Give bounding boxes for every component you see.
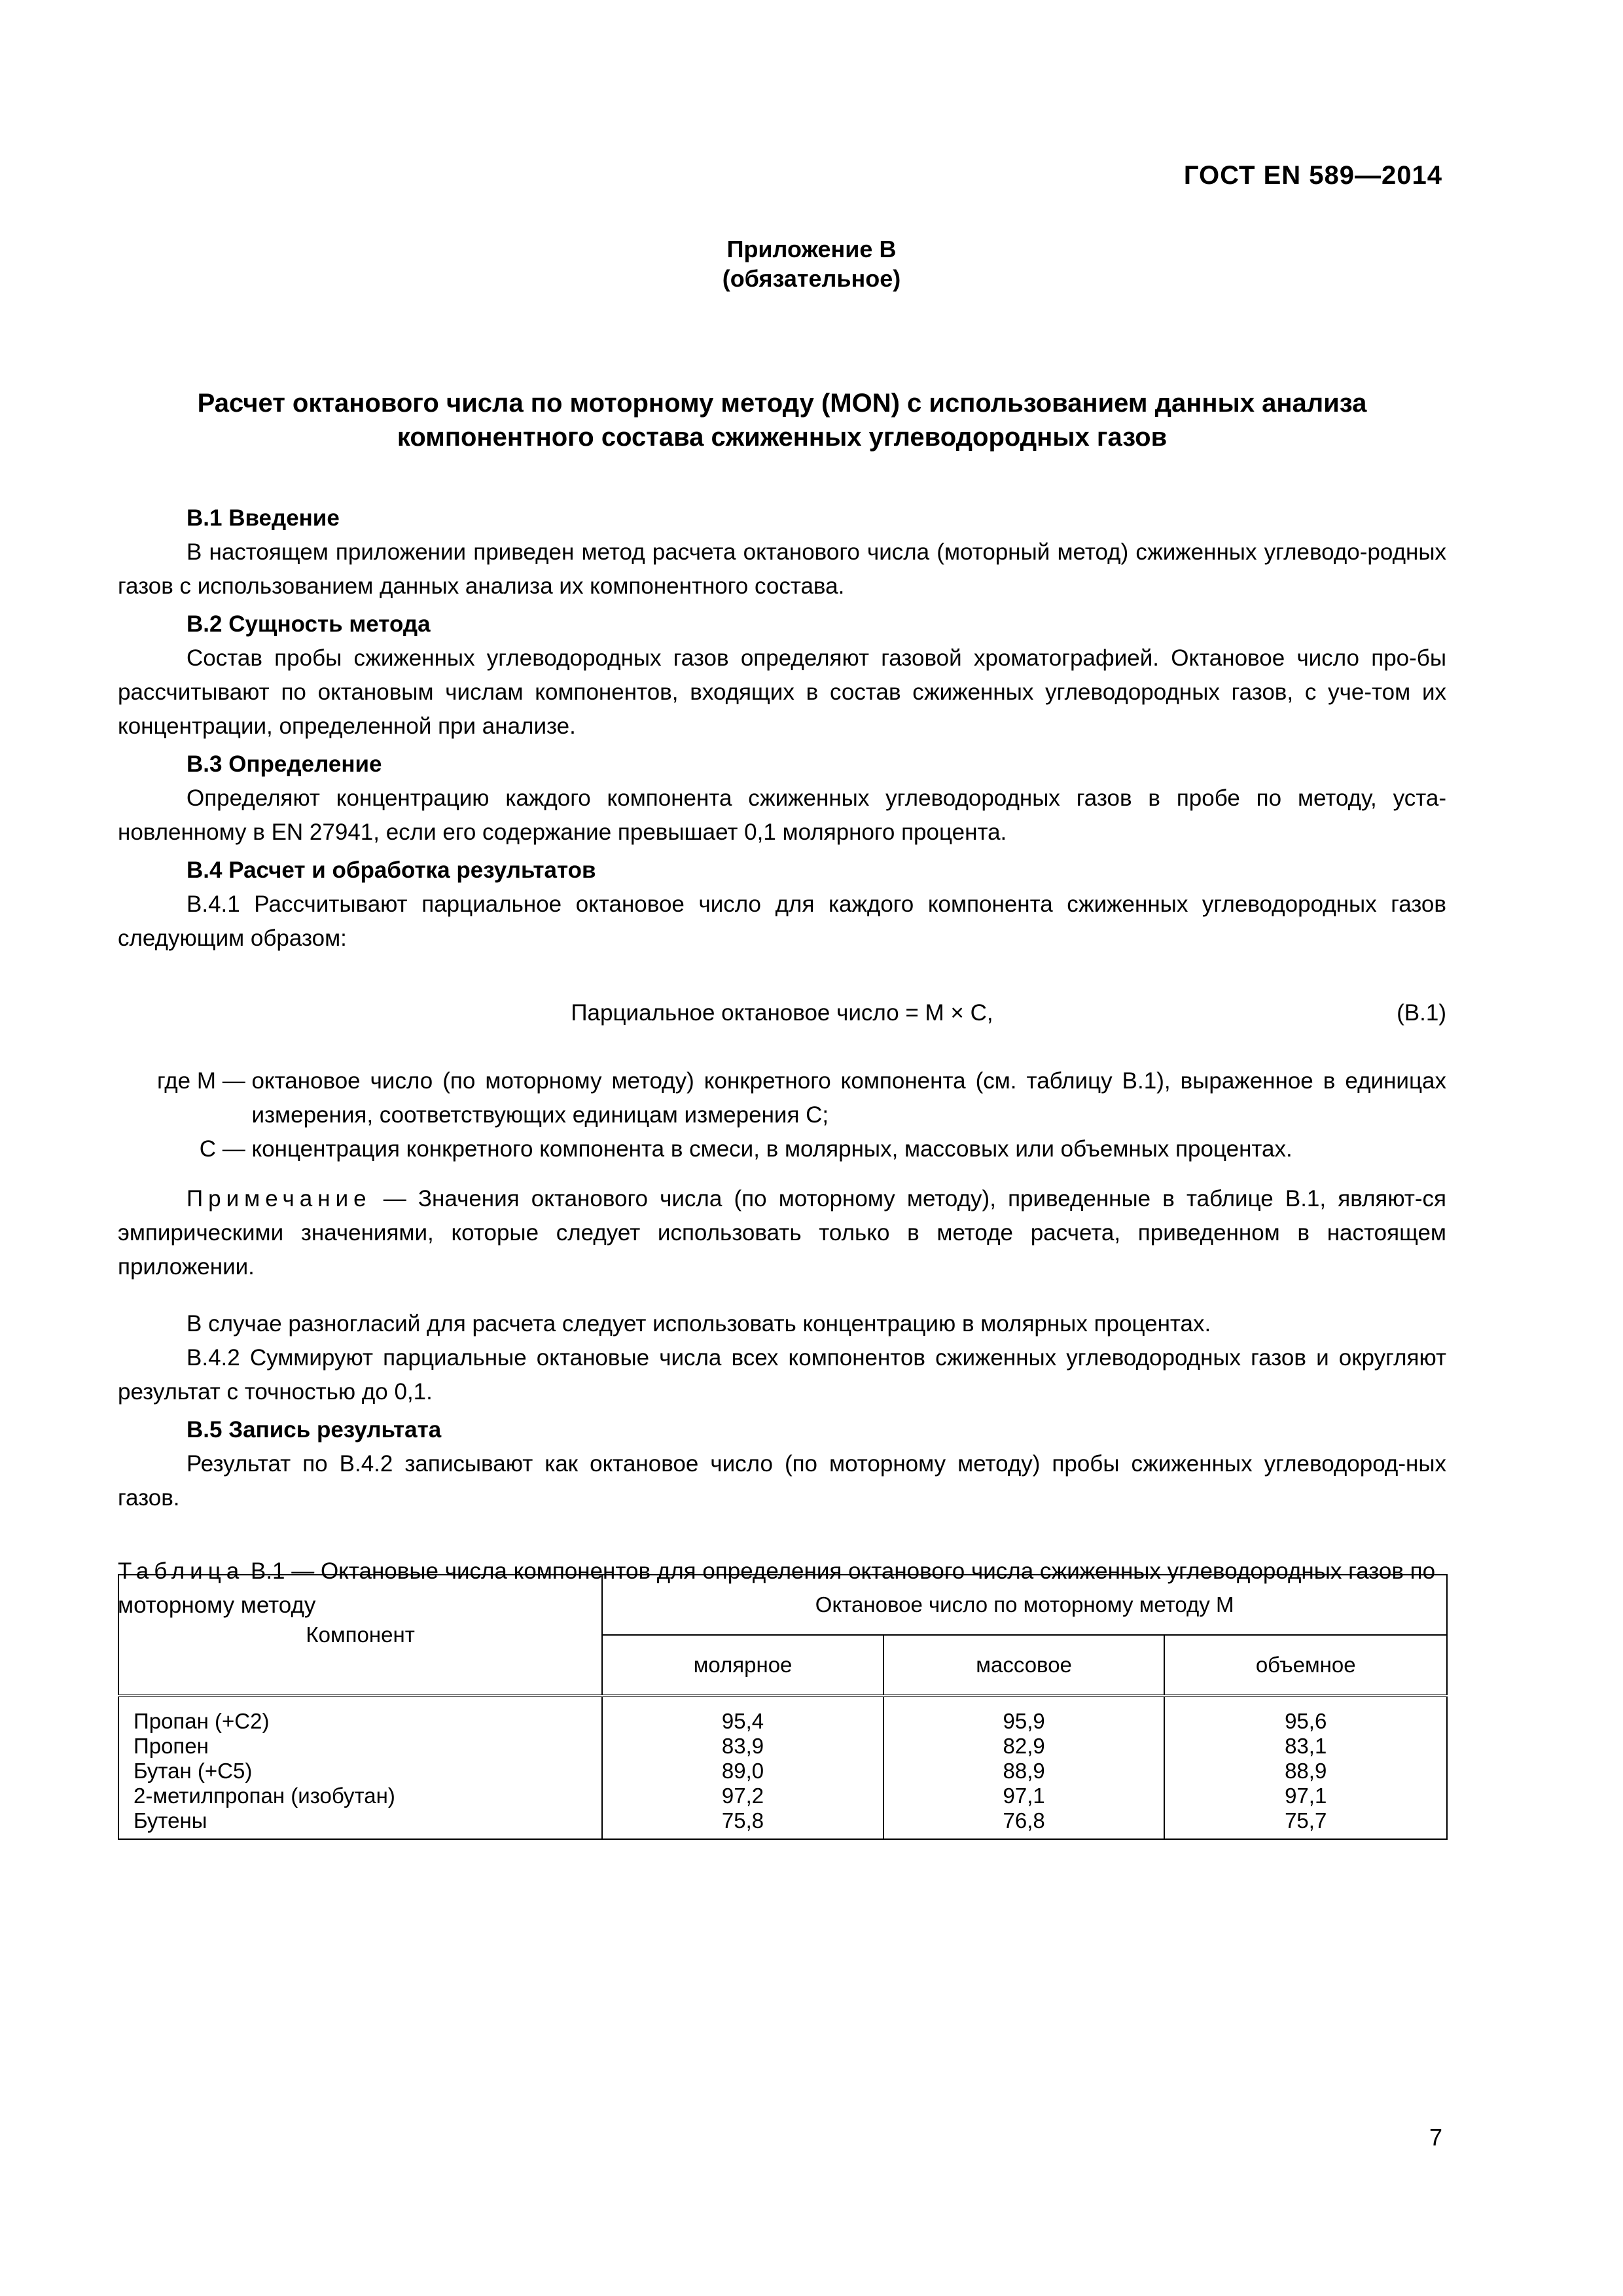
note-paragraph: Примечание — Значения октанового числа (по моторному методу), приведенные в таблице В.1, являют-ся эмпирическими значениями, которые следует использовать только в методе расчета, приведенном в настоящем приложении. — [118, 1186, 1447, 1280]
note-text: Значения октанового числа (по моторному методу), приведенные в таблице В.1, являют-ся эмпирическими значениями, которые следует использовать только в методе расчета, приведенном в настоящем приложении. — [118, 1186, 1447, 1280]
molar-value: 95,4 — [602, 1696, 883, 1734]
appendix-label: Приложение В — [726, 236, 897, 262]
table-caption-label: Таблица — [118, 1558, 245, 1584]
section-b42-text: В.4.2 Суммируют парциальные октановые числа всех компонентов сжиженных углеводородных газов и округляют результат с точностью до 0,1. — [118, 1345, 1446, 1405]
section-b5-text: Результат по В.4.2 записывают как октановое число (по моторному методу) пробы сжиженных углеводород-ных газов. — [118, 1451, 1446, 1511]
section-b3-text: Определяют концентрацию каждого компонента сжиженных углеводородных газов в пробе по методу, уста-новленному в EN 27941, если его содержание превышает 0,1 молярного процента. — [118, 785, 1446, 845]
octane-table — [118, 1574, 1448, 1840]
appendix-title — [118, 386, 1446, 454]
where-m-text: октановое число (по моторному методу) конкретного компонента (см. таблицу В.1), выраженное в единицах измерения, соответствующих единицам измерения С; — [251, 1068, 1446, 1128]
where-dash: — — [216, 1136, 252, 1162]
component-name: Пропен — [118, 1734, 602, 1759]
where-list — [118, 1064, 1446, 1166]
header-octane-group: Октановое число по моторному методу M — [602, 1575, 1447, 1635]
section-b5-heading: В.5 Запись результата — [187, 1417, 442, 1443]
component-name: Бутан (+С5) — [118, 1759, 602, 1784]
mass-value: 82,9 — [883, 1734, 1165, 1759]
where-dash: — — [216, 1068, 252, 1094]
note-label: Примечание — [187, 1186, 372, 1211]
volume-value: 97,1 — [1164, 1784, 1447, 1808]
equation-number: (В.1) — [1397, 1000, 1446, 1026]
mass-value: 95,9 — [883, 1696, 1165, 1734]
mass-value: 76,8 — [883, 1808, 1165, 1839]
appendix-body — [118, 497, 1446, 1645]
section-b2-heading: В.2 Сущность метода — [187, 611, 431, 637]
section-b41-text: В.4.1 Рассчитывают парциальное октановое число для каждого компонента сжиженных углеводородных газов следующим образом: — [118, 891, 1446, 951]
mass-value: 88,9 — [883, 1759, 1165, 1784]
table-row — [118, 1696, 1447, 1734]
section-b1-text: В настоящем приложении приведен метод расчета октанового числа (моторный метод) сжиженных углеводо-родных газов с использованием данных анализа их компонентного состава. — [118, 539, 1446, 599]
molar-value: 83,9 — [602, 1734, 883, 1759]
molar-value: 75,8 — [602, 1808, 883, 1839]
component-name: 2-метилпропан (изобутан) — [118, 1784, 602, 1808]
standard-code: ГОСТ EN 589—2014 — [1183, 161, 1442, 190]
title-line-1: Расчет октанового числа по моторному методу (MON) с использованием данных анализа — [197, 389, 1367, 418]
section-b3-heading: В.3 Определение — [187, 751, 382, 777]
header-mass: массовое — [883, 1635, 1165, 1696]
section-b1-heading: В.1 Введение — [187, 505, 340, 531]
header-volume: объемное — [1164, 1635, 1447, 1696]
volume-value: 95,6 — [1164, 1696, 1447, 1734]
where-c-row — [118, 1132, 1446, 1166]
equation-block — [118, 996, 1446, 1031]
table-row — [118, 1808, 1447, 1839]
section-b4-heading: В.4 Расчет и обработка результатов — [187, 857, 596, 883]
volume-value: 88,9 — [1164, 1759, 1447, 1784]
component-name: Бутены — [118, 1808, 602, 1839]
table-row — [118, 1759, 1447, 1784]
page-number: 7 — [1429, 2124, 1442, 2151]
volume-value: 83,1 — [1164, 1734, 1447, 1759]
where-m-row — [118, 1064, 1446, 1132]
title-line-2: компонентного состава сжиженных углеводородных газов — [397, 423, 1168, 452]
component-name: Пропан (+С2) — [118, 1696, 602, 1734]
molar-value: 97,2 — [602, 1784, 883, 1808]
table-row — [118, 1734, 1447, 1759]
volume-value: 75,7 — [1164, 1808, 1447, 1839]
table-caption-text: В.1 — Октановые числа компонентов для определения октанового числа сжиженных углеводородных газов по моторному методу — [118, 1558, 1436, 1618]
molar-value: 89,0 — [602, 1759, 883, 1784]
header-molar: молярное — [602, 1635, 883, 1696]
where-m-symbol: где M — [157, 1068, 216, 1094]
mass-value: 97,1 — [883, 1784, 1165, 1808]
dispute-text: В случае разногласий для расчета следует использовать концентрацию в молярных процентах. — [187, 1311, 1211, 1336]
table-row — [118, 1784, 1447, 1808]
where-c-text: концентрация конкретного компонента в смеси, в молярных, массовых или объемных процентах. — [251, 1136, 1293, 1162]
appendix-status: (обязательное) — [722, 265, 901, 292]
header-component: Компонент — [118, 1575, 602, 1696]
section-b2-text: Состав пробы сжиженных углеводородных газов определяют газовой хроматографией. Октановое число про-бы рассчитывают по октановым числам компонентов, входящих в состав сжиженных углеводородных газов, с уче-том их концентрации, определенной при анализе. — [118, 645, 1446, 739]
where-c-symbol: С — [199, 1136, 216, 1162]
equation: Парциальное октановое число = M × C, — [571, 1000, 993, 1026]
